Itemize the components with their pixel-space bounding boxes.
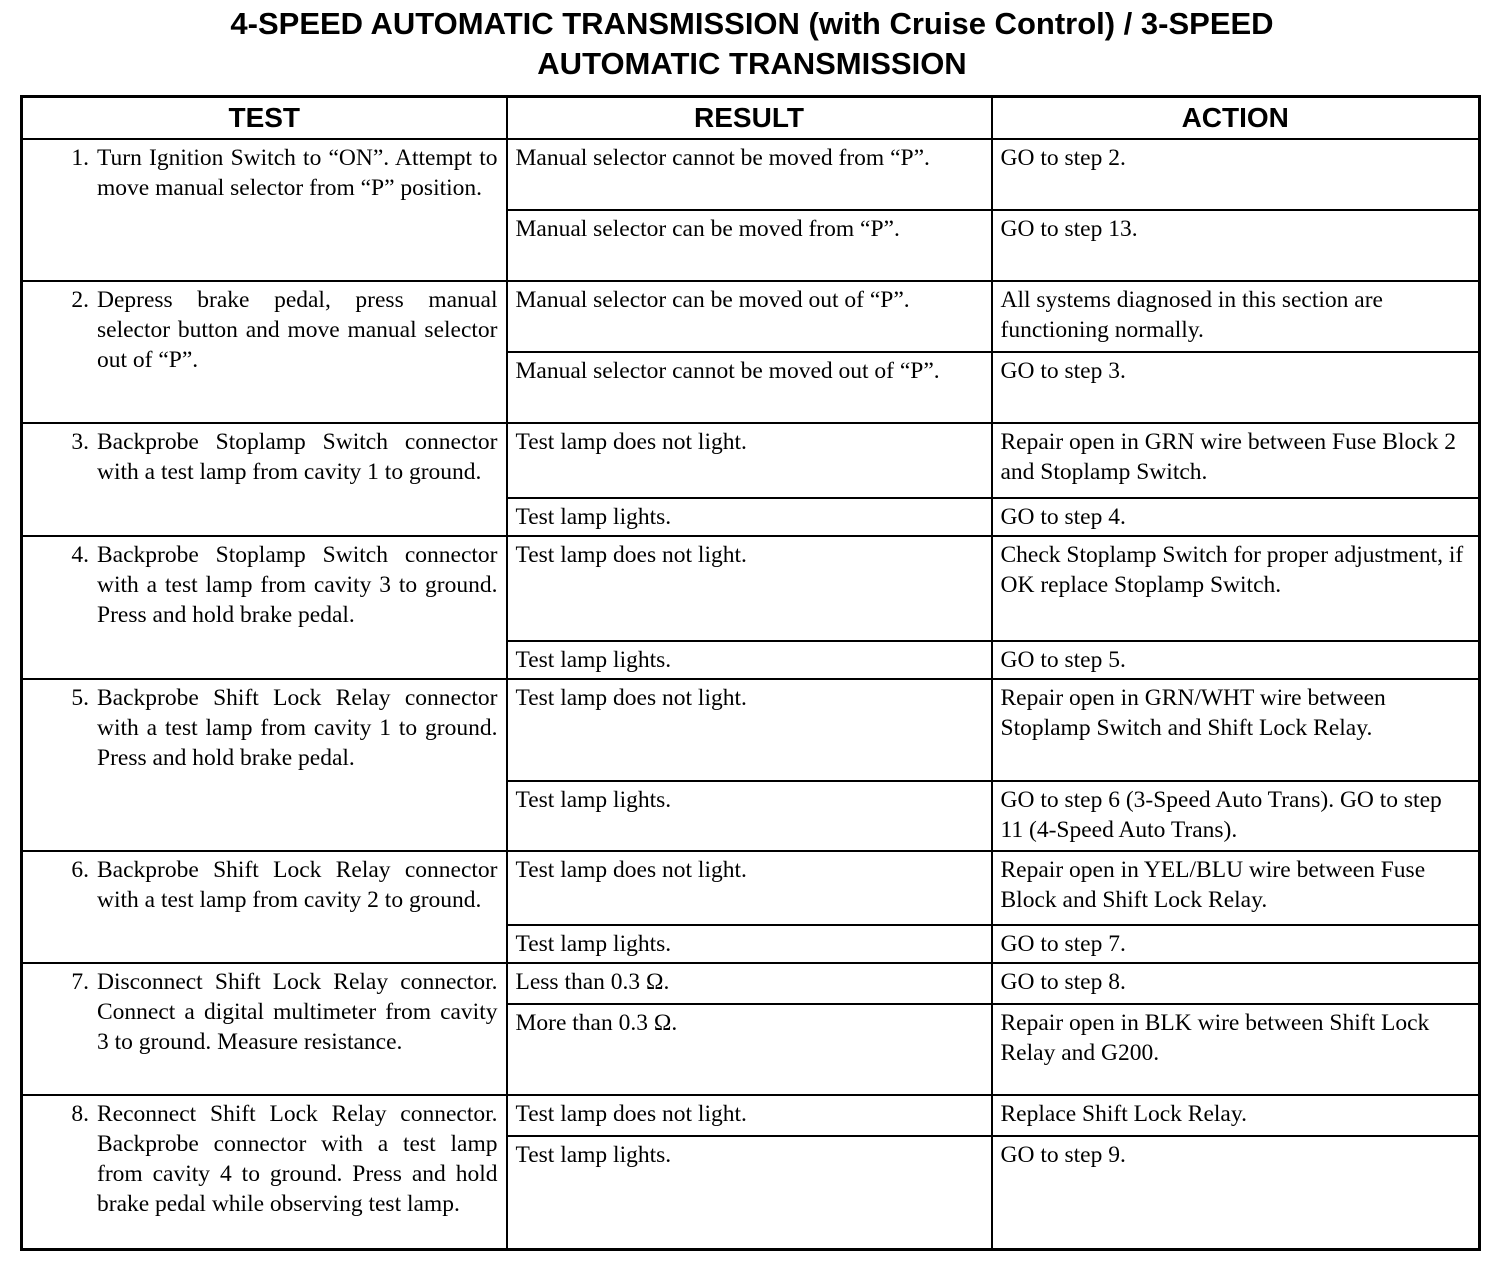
action-cell: Check Stoplamp Switch for proper adjustment, if OK replace Stoplamp Switch. [992, 536, 1480, 641]
step-number: 5. [71, 685, 89, 711]
test-description: Backprobe Stoplamp Switch connector with a test lamp from cavity 3 to ground. Press and hold brake pedal. [97, 542, 498, 628]
action-cell: All systems diagnosed in this section are functioning normally. [992, 281, 1480, 352]
action-cell: Replace Shift Lock Relay. [992, 1095, 1480, 1136]
test-cell [22, 536, 507, 679]
step-number: 7. [71, 969, 89, 995]
result-cell: More than 0.3 Ω. [507, 1004, 992, 1095]
table-row [22, 139, 1480, 210]
step-number: 2. [71, 287, 89, 313]
result-cell: Manual selector cannot be moved out of “P”. [507, 352, 992, 423]
test-description: Turn Ignition Switch to “ON”. Attempt to move manual selector from “P” position. [97, 145, 498, 201]
step-number: 6. [71, 857, 89, 883]
action-cell: Repair open in GRN wire between Fuse Block 2 and Stoplamp Switch. [992, 423, 1480, 498]
result-cell: Manual selector can be moved out of “P”. [507, 281, 992, 352]
result-cell: Test lamp does not light. [507, 1095, 992, 1136]
step-number: 4. [71, 542, 89, 568]
action-cell: GO to step 4. [992, 498, 1480, 536]
result-cell: Manual selector can be moved from “P”. [507, 210, 992, 281]
table-row [22, 851, 1480, 925]
action-cell: GO to step 6 (3-Speed Auto Trans). GO to step 11 (4-Speed Auto Trans). [992, 781, 1480, 851]
page-title [0, 4, 1504, 84]
test-description: Backprobe Shift Lock Relay connector with a test lamp from cavity 2 to ground. [97, 857, 498, 913]
test-cell [22, 139, 507, 281]
action-cell: GO to step 13. [992, 210, 1480, 281]
result-cell: Test lamp does not light. [507, 679, 992, 781]
action-cell: GO to step 2. [992, 139, 1480, 210]
table-body [22, 139, 1480, 1249]
result-cell: Test lamp does not light. [507, 851, 992, 925]
test-cell [22, 1095, 507, 1249]
title-line-1: 4-SPEED AUTOMATIC TRANSMISSION (with Cruise Control) / 3-SPEED [230, 6, 1274, 41]
test-cell [22, 679, 507, 851]
action-cell: GO to step 7. [992, 925, 1480, 963]
result-cell: Test lamp lights. [507, 925, 992, 963]
test-cell [22, 851, 507, 963]
test-description: Depress brake pedal, press manual selector button and move manual selector out of “P”. [97, 287, 498, 373]
result-cell: Test lamp lights. [507, 641, 992, 679]
action-cell: Repair open in YEL/BLU wire between Fuse Block and Shift Lock Relay. [992, 851, 1480, 925]
test-description: Disconnect Shift Lock Relay connector. Connect a digital multimeter from cavity 3 to ground. Measure resistance. [97, 969, 498, 1055]
table-row [22, 1095, 1480, 1136]
header-result: RESULT [507, 97, 992, 140]
action-cell: GO to step 3. [992, 352, 1480, 423]
table-row [22, 423, 1480, 498]
test-cell [22, 281, 507, 423]
table-row [22, 679, 1480, 781]
title-line-2: AUTOMATIC TRANSMISSION [537, 46, 967, 81]
header-test: TEST [22, 97, 507, 140]
table-row [22, 281, 1480, 352]
header-action: ACTION [992, 97, 1480, 140]
action-cell: GO to step 8. [992, 963, 1480, 1004]
action-cell: Repair open in BLK wire between Shift Lock Relay and G200. [992, 1004, 1480, 1095]
test-description: Backprobe Stoplamp Switch connector with a test lamp from cavity 1 to ground. [97, 429, 498, 485]
table-row [22, 536, 1480, 641]
result-cell: Test lamp does not light. [507, 423, 992, 498]
table-header-row [22, 97, 1480, 140]
result-cell: Test lamp does not light. [507, 536, 992, 641]
test-description: Backprobe Shift Lock Relay connector with a test lamp from cavity 1 to ground. Press and hold brake pedal. [97, 685, 498, 771]
diagnostic-table [20, 95, 1481, 1251]
result-cell: Test lamp lights. [507, 781, 992, 851]
result-cell: Test lamp lights. [507, 1136, 992, 1249]
step-number: 1. [71, 145, 89, 171]
test-cell [22, 963, 507, 1095]
step-number: 3. [71, 429, 89, 455]
action-cell: Repair open in GRN/WHT wire between Stoplamp Switch and Shift Lock Relay. [992, 679, 1480, 781]
result-cell: Manual selector cannot be moved from “P”. [507, 139, 992, 210]
step-number: 8. [71, 1101, 89, 1127]
result-cell: Test lamp lights. [507, 498, 992, 536]
test-cell [22, 423, 507, 536]
action-cell: GO to step 9. [992, 1136, 1480, 1249]
test-description: Reconnect Shift Lock Relay connector. Backprobe connector with a test lamp from cavity 4 to ground. Press and hold brake pedal while observing test lamp. [97, 1101, 498, 1217]
table-row [22, 963, 1480, 1004]
result-cell: Less than 0.3 Ω. [507, 963, 992, 1004]
action-cell: GO to step 5. [992, 641, 1480, 679]
